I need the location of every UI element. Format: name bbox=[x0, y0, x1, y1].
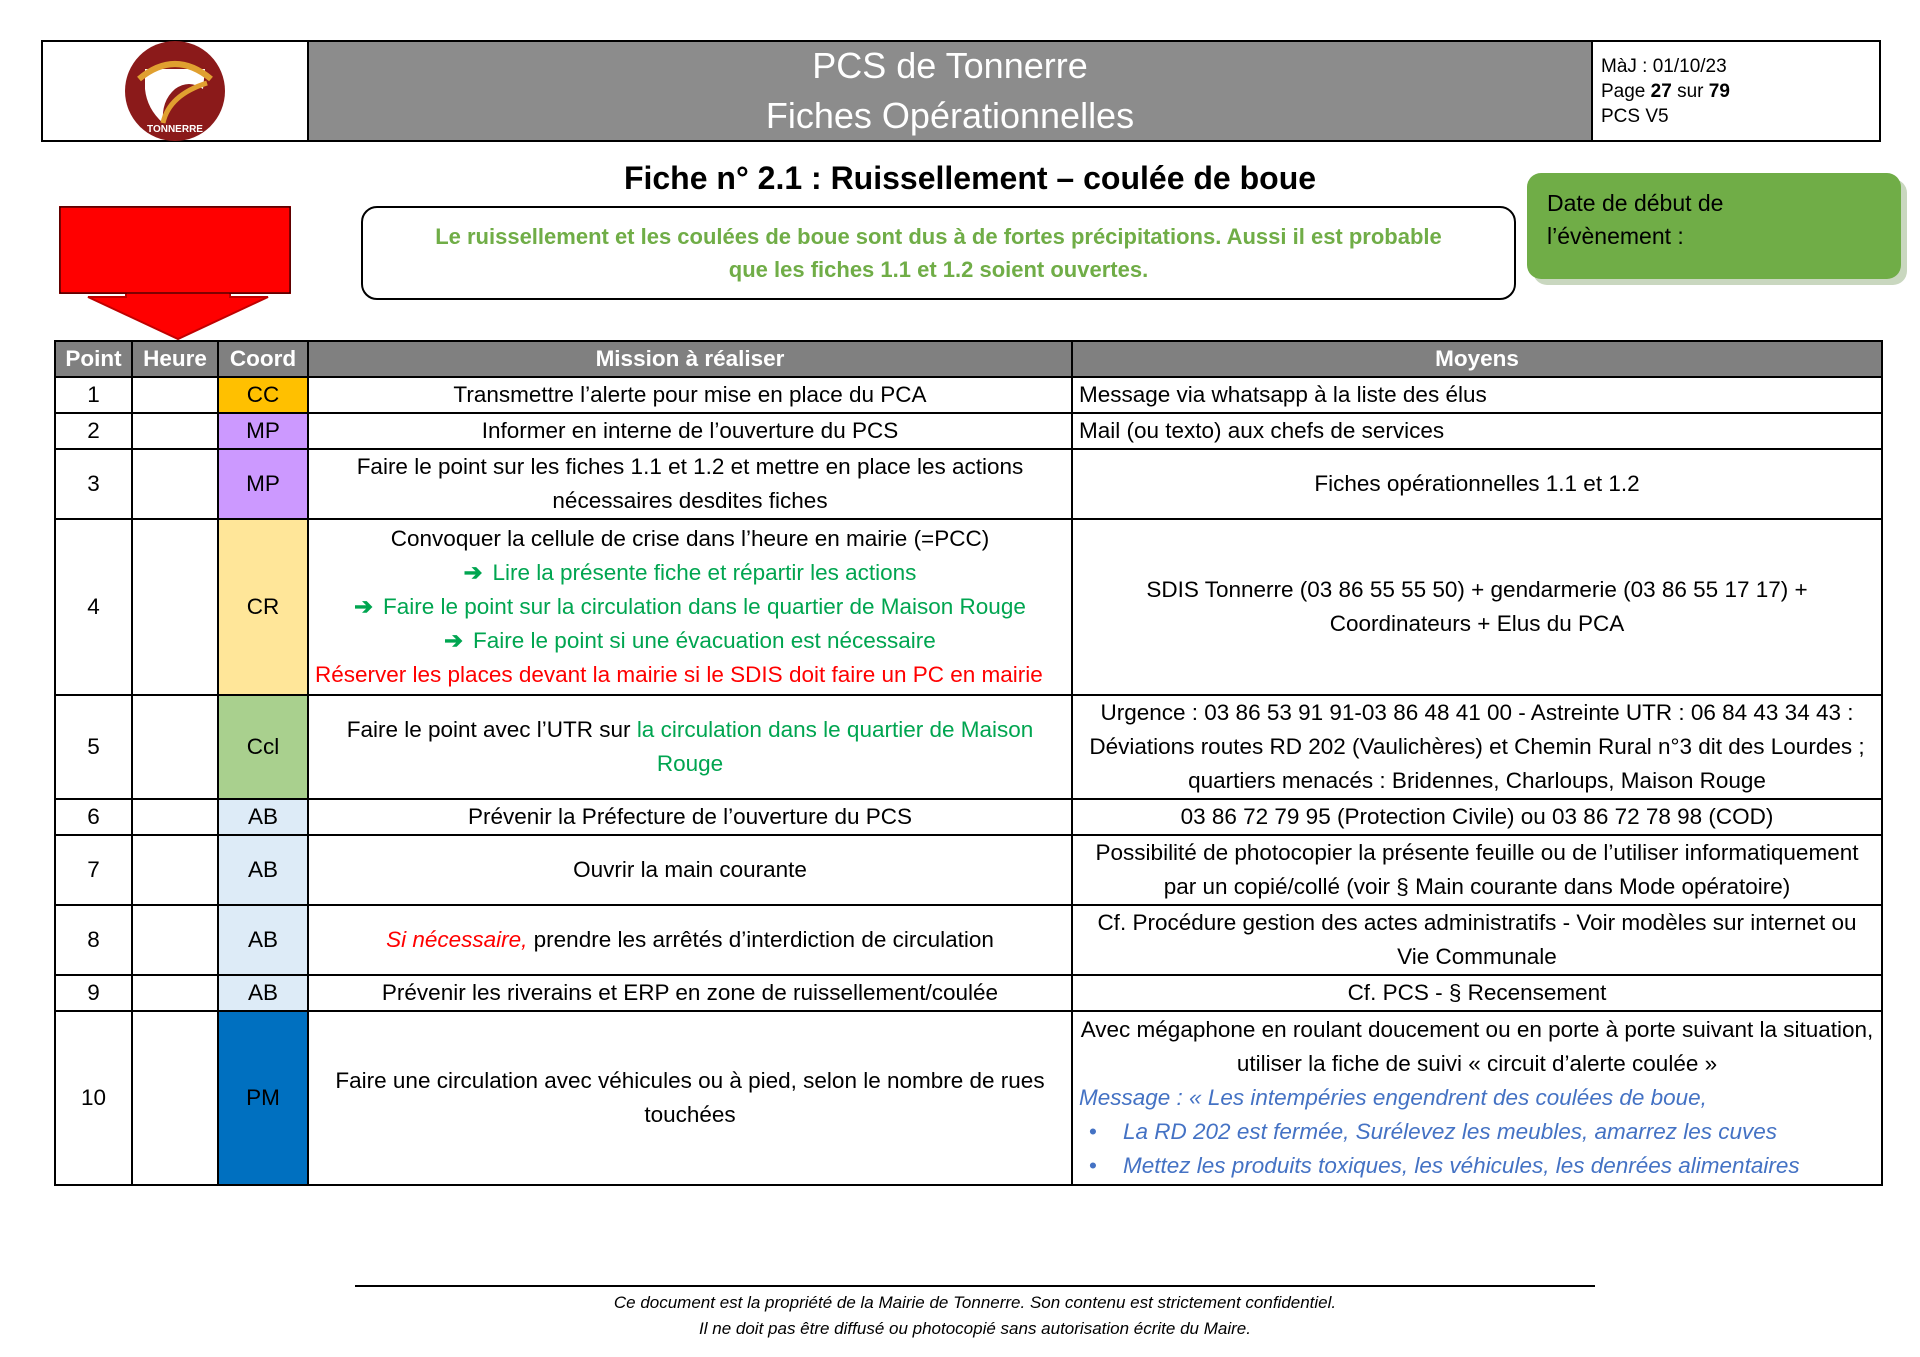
actions-table bbox=[54, 340, 1883, 1186]
intro-line-1: Le ruissellement et les coulées de boue sont dus à de fortes précipitations. Aussi il est probable bbox=[435, 224, 1442, 249]
heure-cell[interactable] bbox=[132, 799, 218, 835]
update-date: MàJ : 01/10/23 bbox=[1601, 56, 1727, 77]
mission-cell bbox=[308, 695, 1072, 799]
mission-sub-1 bbox=[315, 556, 1065, 590]
moyens-bullet-1-text: La RD 202 est fermée, Surélevez les meubles, amarrez les cuves bbox=[1123, 1119, 1778, 1144]
right-arrow-icon: ➔ bbox=[354, 594, 373, 619]
right-arrow-icon: ➔ bbox=[444, 628, 464, 653]
heure-cell[interactable] bbox=[132, 975, 218, 1011]
svg-text:TONNERRE: TONNERRE bbox=[147, 124, 203, 135]
date-box-line-2: l’évènement : bbox=[1547, 223, 1684, 249]
mission-green-text: la circulation dans le quartier de Maison Rouge bbox=[636, 717, 1034, 776]
coord-cell: CC bbox=[218, 377, 308, 413]
mission-text: Faire le point avec l’UTR sur bbox=[346, 717, 637, 742]
mission-cell: Prévenir la Préfecture de l’ouverture du PCS bbox=[308, 799, 1072, 835]
mission-sub-2-text: Faire le point sur la circulation dans le quartier de Maison Rouge bbox=[383, 594, 1026, 619]
logo-cell bbox=[43, 42, 309, 140]
event-start-date-box[interactable] bbox=[1527, 173, 1901, 279]
callout-line-2: de l’action bbox=[124, 251, 228, 277]
footer bbox=[355, 1290, 1595, 1342]
coord-cell: Ccl bbox=[218, 695, 308, 799]
heure-cell[interactable] bbox=[132, 519, 218, 695]
title-line-1: PCS de Tonnerre bbox=[812, 45, 1088, 86]
footer-line-2: Il ne doit pas être diffusé ou photocopié sans autorisation écrite du Maire. bbox=[699, 1319, 1251, 1338]
mission-cell: Transmettre l’alerte pour mise en place du PCA bbox=[308, 377, 1072, 413]
mission-cell: Informer en interne de l’ouverture du PCS bbox=[308, 413, 1072, 449]
coord-cell: AB bbox=[218, 835, 308, 905]
mission-cell bbox=[308, 519, 1072, 695]
point-cell: 3 bbox=[55, 449, 132, 519]
coord-cell: AB bbox=[218, 905, 308, 975]
page-mid: sur bbox=[1671, 81, 1709, 102]
heure-cell[interactable] bbox=[132, 695, 218, 799]
mission-red-note: Réserver les places devant la mairie si le SDIS doit faire un PC en mairie bbox=[315, 662, 1043, 687]
coord-cell: MP bbox=[218, 449, 308, 519]
moyens-cell: Cf. PCS - § Recensement bbox=[1072, 975, 1882, 1011]
moyens-bullet-2-text: Mettez les produits toxiques, les véhicules, les denrées alimentaires bbox=[1123, 1153, 1800, 1178]
heure-cell[interactable] bbox=[132, 835, 218, 905]
page-number bbox=[1601, 79, 1879, 104]
bullet-icon: • bbox=[1089, 1119, 1097, 1144]
tonnerre-logo bbox=[123, 39, 227, 143]
heure-cell[interactable] bbox=[132, 449, 218, 519]
intro-box bbox=[361, 206, 1516, 300]
point-cell: 7 bbox=[55, 835, 132, 905]
fiche-title: Fiche n° 2.1 : Ruissellement – coulée de boue bbox=[623, 160, 1317, 196]
moyens-text: Avec mégaphone en roulant doucement ou en porte à porte suivant la situation, utiliser la fiche de suivi « circuit d’alerte coulée » bbox=[1080, 1017, 1874, 1076]
table-row bbox=[55, 413, 1882, 449]
moyens-cell: Fiches opérationnelles 1.1 et 1.2 bbox=[1072, 449, 1882, 519]
mission-cell: Prévenir les riverains et ERP en zone de ruissellement/coulée bbox=[308, 975, 1072, 1011]
moyens-cell: Urgence : 03 86 53 91 91-03 86 48 41 00 - Astreinte UTR : 06 84 43 34 43 : Déviations routes RD 202 (Vaulichères) et Chemin Rural n°3 dit des Lourdes ; quartiers menacés : Bridennes, Charloups, Maison Rouge bbox=[1072, 695, 1882, 799]
mission-cell: Faire le point sur les fiches 1.1 et 1.2 et mettre en place les actions nécessaires desdites fiches bbox=[308, 449, 1072, 519]
point-cell: 8 bbox=[55, 905, 132, 975]
point-cell: 5 bbox=[55, 695, 132, 799]
table-row bbox=[55, 975, 1882, 1011]
mission-cell: Ouvrir la main courante bbox=[308, 835, 1072, 905]
coord-cell: CR bbox=[218, 519, 308, 695]
callout-line-1: Indiquer l’heure bbox=[96, 219, 256, 245]
header-heure: Heure bbox=[132, 341, 218, 377]
moyens-bullet-1 bbox=[1079, 1115, 1875, 1149]
mission-sub-1-text: Lire la présente fiche et répartir les actions bbox=[492, 560, 917, 585]
document-header bbox=[41, 40, 1881, 142]
point-cell: 2 bbox=[55, 413, 132, 449]
heure-cell[interactable] bbox=[132, 1011, 218, 1185]
mission-main: Convoquer la cellule de crise dans l’heure en mairie (=PCC) bbox=[390, 526, 990, 551]
bullet-icon: • bbox=[1089, 1153, 1097, 1178]
right-arrow-icon: ➔ bbox=[463, 560, 483, 585]
table-row bbox=[55, 905, 1882, 975]
table-header-row bbox=[55, 341, 1882, 377]
header-mission: Mission à réaliser bbox=[308, 341, 1072, 377]
table-row bbox=[55, 449, 1882, 519]
coord-cell: MP bbox=[218, 413, 308, 449]
coord-cell: AB bbox=[218, 799, 308, 835]
table-row bbox=[55, 835, 1882, 905]
page-total: 79 bbox=[1708, 81, 1730, 102]
moyens-cell: SDIS Tonnerre (03 86 55 55 50) + gendarmerie (03 86 55 17 17) + Coordinateurs + Elus du PCA bbox=[1072, 519, 1882, 695]
header-meta bbox=[1591, 42, 1879, 140]
mission-text: prendre les arrêtés d’interdiction de circulation bbox=[527, 927, 994, 952]
callout-text bbox=[64, 216, 288, 280]
moyens-cell: Possibilité de photocopier la présente feuille ou de l’utiliser informatiquement par un copié/collé (voir § Main courante dans Mode opératoire) bbox=[1072, 835, 1882, 905]
table-row bbox=[55, 1011, 1882, 1185]
table-row bbox=[55, 799, 1882, 835]
moyens-cell: Message via whatsapp à la liste des élus bbox=[1072, 377, 1882, 413]
date-box-line-1: Date de début de bbox=[1547, 190, 1724, 216]
footer-line-1: Ce document est la propriété de la Mairie de Tonnerre. Son contenu est strictement confidentiel. bbox=[613, 1293, 1337, 1312]
header-coord: Coord bbox=[218, 341, 308, 377]
moyens-cell: Mail (ou texto) aux chefs de services bbox=[1072, 413, 1882, 449]
page-current: 27 bbox=[1650, 81, 1672, 102]
header-title bbox=[309, 42, 1591, 140]
mission-cell bbox=[308, 905, 1072, 975]
moyens-cell bbox=[1072, 1011, 1882, 1185]
page-prefix: Page bbox=[1601, 81, 1651, 102]
heure-cell[interactable] bbox=[132, 413, 218, 449]
moyens-cell: Cf. Procédure gestion des actes administratifs - Voir modèles sur internet ou Vie Communale bbox=[1072, 905, 1882, 975]
heure-cell[interactable] bbox=[132, 905, 218, 975]
point-cell: 10 bbox=[55, 1011, 132, 1185]
mission-sub-3 bbox=[315, 624, 1065, 658]
intro-line-2: que les fiches 1.1 et 1.2 soient ouvertes. bbox=[728, 257, 1149, 282]
mission-condition: Si nécessaire, bbox=[386, 927, 528, 952]
table-row bbox=[55, 377, 1882, 413]
point-cell: 4 bbox=[55, 519, 132, 695]
moyens-cell: 03 86 72 79 95 (Protection Civile) ou 03 86 72 78 98 (COD) bbox=[1072, 799, 1882, 835]
moyens-message: Message : « Les intempéries engendrent des coulées de boue, bbox=[1079, 1085, 1707, 1110]
table-row bbox=[55, 695, 1882, 799]
heure-cell[interactable] bbox=[132, 377, 218, 413]
point-cell: 6 bbox=[55, 799, 132, 835]
mission-cell: Faire une circulation avec véhicules ou à pied, selon le nombre de rues touchées bbox=[308, 1011, 1072, 1185]
title-line-2: Fiches Opérationnelles bbox=[765, 95, 1135, 136]
table-row bbox=[55, 519, 1882, 695]
point-cell: 9 bbox=[55, 975, 132, 1011]
header-moyens: Moyens bbox=[1072, 341, 1882, 377]
coord-cell: PM bbox=[218, 1011, 308, 1185]
mission-sub-3-text: Faire le point si une évacuation est nécessaire bbox=[473, 628, 936, 653]
footer-divider bbox=[355, 1285, 1595, 1287]
coord-cell: AB bbox=[218, 975, 308, 1011]
version-label: PCS V5 bbox=[1601, 106, 1669, 127]
mission-sub-2 bbox=[315, 590, 1065, 624]
header-point: Point bbox=[55, 341, 132, 377]
point-cell: 1 bbox=[55, 377, 132, 413]
moyens-bullet-2 bbox=[1079, 1149, 1875, 1183]
